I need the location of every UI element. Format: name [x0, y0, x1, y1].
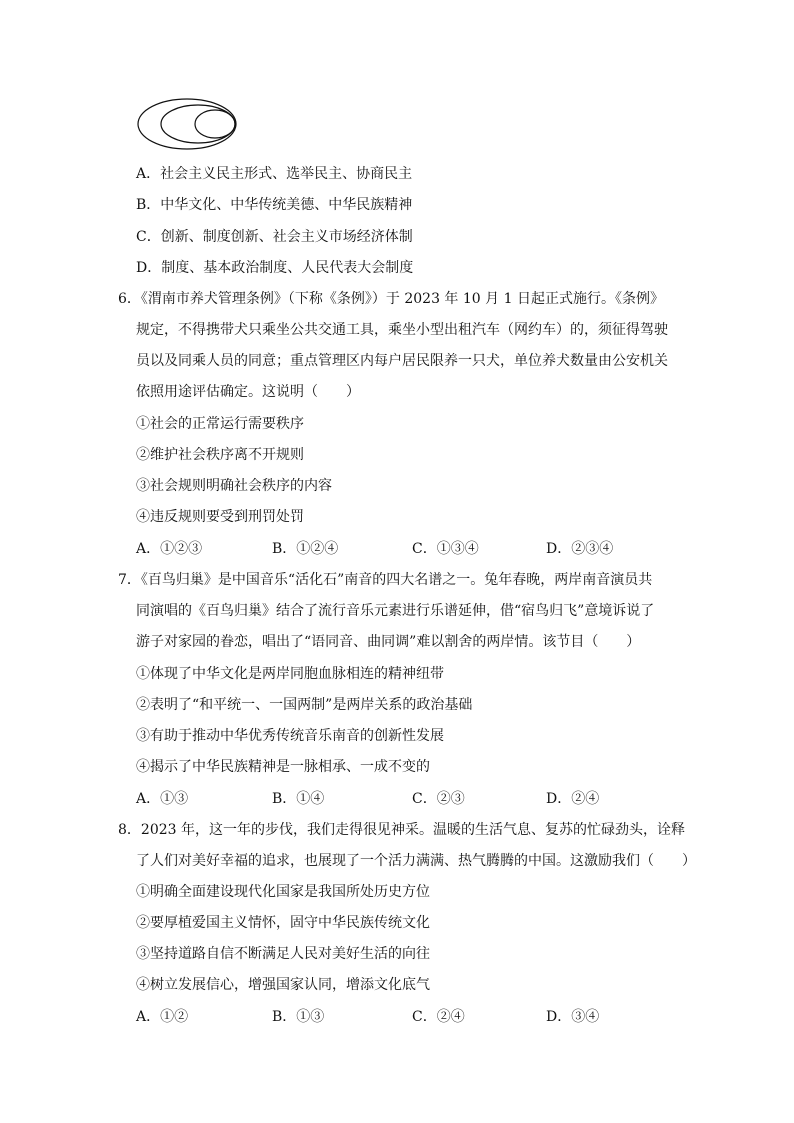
q7-stem-line-3: 游子对家园的眷恋，唱出了“语同音、曲同调”难以割舍的两岸情。该节目（ ）: [136, 634, 641, 650]
q6-stem-line-1: 6．《渭南市养犬管理条例》（下称《条例》）于 2023 年 10 月 1 日起正式施行。《条例》: [118, 291, 664, 307]
middle-ellipse: [161, 105, 235, 143]
q6-choice-d[interactable]: D．②③④: [546, 541, 614, 557]
nested-circles-diagram: [136, 96, 240, 152]
q8-statement-2: ②要厚植爱国主义情怀，固守中华民族传统文化: [136, 915, 430, 931]
q5-option-b[interactable]: B．中华文化、中华传统美德、中华民族精神: [136, 197, 413, 213]
q7-choice-a[interactable]: A．①③: [136, 791, 189, 807]
q6-statement-1: ①社会的正常运行需要秩序: [136, 416, 304, 432]
q5-option-d[interactable]: D．制度、基本政治制度、人民代表大会制度: [136, 260, 414, 276]
q6-choice-b[interactable]: B．①②④: [272, 541, 339, 557]
q6-statement-2: ②维护社会秩序离不开规则: [136, 447, 304, 463]
q6-choice-a[interactable]: A．①②③: [136, 541, 203, 557]
q7-statement-4: ④揭示了中华民族精神是一脉相承、一成不变的: [136, 759, 430, 775]
q8-choice-d[interactable]: D．③④: [546, 1009, 600, 1025]
q8-stem-line-1: 8．2023 年，这一年的步伐，我们走得很见神采。温暖的生活气息、复苏的忙碌劲头，诠释: [118, 822, 685, 838]
q8-stem-line-2: 了人们对美好幸福的追求，也展现了一个活力满满、热气腾腾的中国。这激励我们（ ）: [136, 853, 696, 869]
q8-statement-1: ①明确全面建设现代化国家是我国所处历史方位: [136, 884, 430, 900]
q6-stem-line-3: 员以及同乘人员的同意；重点管理区内每户居民限养一只犬，单位养犬数量由公安机关: [136, 353, 668, 369]
q8-choice-b[interactable]: B．①③: [272, 1009, 325, 1025]
q8-choice-a[interactable]: A．①②: [136, 1009, 189, 1025]
q6-stem-line-2: 规定，不得携带犬只乘坐公共交通工具，乘坐小型出租汽车（网约车）的，须征得驾驶: [136, 322, 668, 338]
q5-option-a[interactable]: A．社会主义民主形式、选举民主、协商民主: [136, 166, 413, 182]
outer-ellipse: [138, 99, 236, 149]
q7-statement-1: ①体现了中华文化是两岸同胞血脉相连的精神纽带: [136, 666, 444, 682]
q8-choice-c[interactable]: C．②④: [412, 1009, 465, 1025]
q7-choice-c[interactable]: C．②③: [412, 791, 465, 807]
q6-choice-c[interactable]: C．①③④: [412, 541, 479, 557]
q7-stem-line-1: 7．《百鸟归巢》是中国音乐“活化石”南音的四大名谱之一。兔年春晚，两岸南音演员共: [118, 572, 653, 588]
q8-statement-4: ④树立发展信心，增强国家认同，增添文化底气: [136, 977, 430, 993]
q8-statement-3: ③坚持道路自信不断满足人民对美好生活的向往: [136, 946, 430, 962]
q7-choice-d[interactable]: D．②④: [546, 791, 600, 807]
q6-statement-4: ④违反规则要受到刑罚处罚: [136, 509, 304, 525]
q7-stem-line-2: 同演唱的《百鸟归巢》结合了流行音乐元素进行乐谱延伸，借“宿鸟归飞”意境诉说了: [136, 603, 655, 619]
inner-ellipse: [195, 110, 235, 138]
q7-statement-2: ②表明了“和平统一、一国两制”是两岸关系的政治基础: [136, 697, 473, 713]
q5-option-c[interactable]: C．创新、制度创新、社会主义市场经济体制: [136, 229, 413, 245]
q7-statement-3: ③有助于推动中华优秀传统音乐南音的创新性发展: [136, 728, 444, 744]
q6-statement-3: ③社会规则明确社会秩序的内容: [136, 478, 332, 494]
q7-choice-b[interactable]: B．①④: [272, 791, 325, 807]
q6-stem-line-4: 依照用途评估确定。这说明（ ）: [136, 384, 360, 400]
